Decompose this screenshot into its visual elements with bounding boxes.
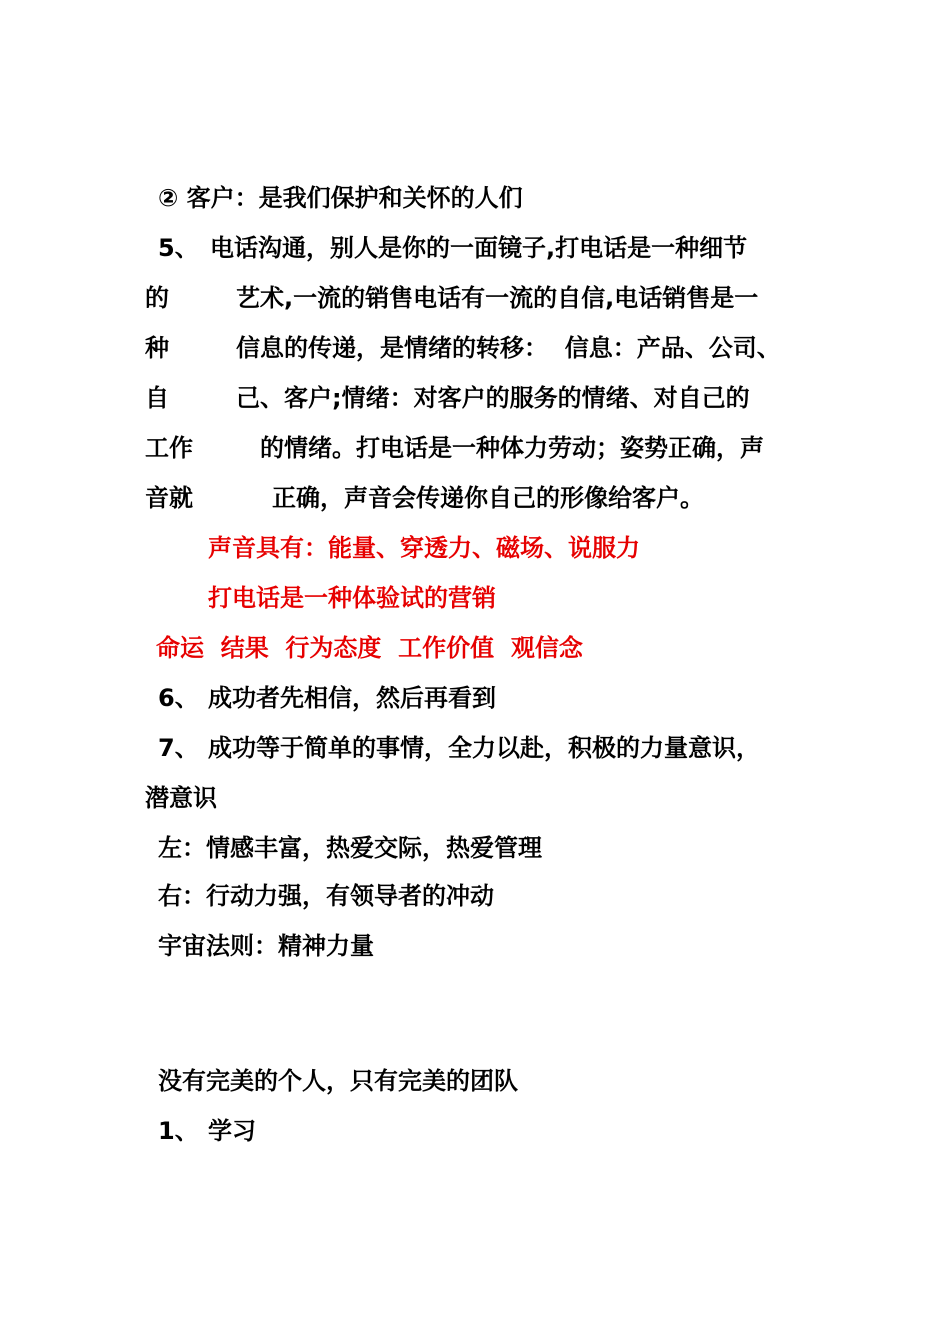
voice-qualities-highlight: 声音具有：能量、穿透力、磁场、说服力 [208,534,640,562]
item-number-6: 6、 [158,684,199,712]
paragraph-line: 正确，声音会传递你自己的形像给客户。 [272,484,704,512]
item-text: 成功等于简单的事情，全力以赴，积极的力量意识， [208,734,760,762]
destiny-chain-highlight: 命运 结果 行为态度 工作价值 观信念 [156,634,583,662]
phone-communication-text: 电话沟通，别人是你的一面镜子,打电话是一种细节 [210,234,748,262]
line-prefix: 工作 [145,434,193,462]
item-number-1: 1、 [158,1117,199,1145]
item-text: 学习 [208,1117,256,1145]
left-brain-line: 左：情感丰富，热爱交际，热爱管理 [158,834,542,862]
client-line: ② 客户：是我们保护和关怀的人们 [158,184,523,212]
item-number-7: 7、 [158,734,199,762]
experiential-marketing-highlight: 打电话是一种体验试的营销 [208,584,496,612]
paragraph-line: 信息的传递，是情绪的转移： 信息：产品、公司、 [236,334,781,362]
paragraph-line: 艺术,一流的销售电话有一流的自信,电话销售是一 [236,284,759,312]
item-text: 成功者先相信，然后再看到 [208,684,496,712]
paragraph-line: 的情绪。打电话是一种体力劳动；姿势正确，声 [260,434,764,462]
universe-law-line: 宇宙法则：精神力量 [158,932,374,960]
paragraph-line: 己、客户;情绪：对客户的服务的情绪、对自己的 [236,384,750,412]
item-number-5: 5、 [158,234,199,262]
line-prefix: 音就 [145,484,193,512]
subconscious-line: 潜意识 [145,784,217,812]
line-prefix: 的 [145,284,169,312]
right-brain-line: 右：行动力强，有领导者的冲动 [158,882,494,910]
line-prefix: 自 [145,384,169,412]
team-heading: 没有完美的个人，只有完美的团队 [158,1067,518,1095]
line-prefix: 种 [145,334,169,362]
